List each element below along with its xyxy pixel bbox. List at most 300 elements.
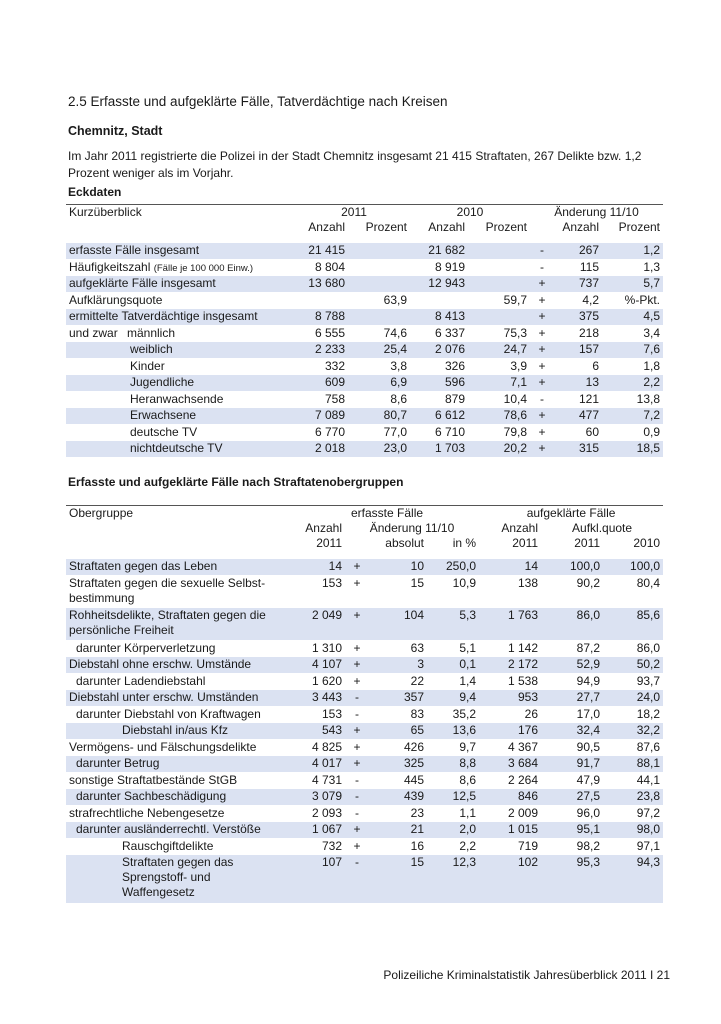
row-label — [66, 408, 298, 425]
quote-2011: 94,9 — [576, 674, 601, 688]
change-sign: - — [355, 806, 359, 820]
anzahl-2011: 2 018 — [298, 441, 348, 458]
change-anzahl: 477 — [554, 408, 602, 425]
change-sign: + — [345, 756, 369, 773]
change-sign: + — [538, 425, 546, 439]
anzahl-2011: 153 — [321, 707, 342, 721]
header-anzahl-aufgeklaert: Anzahl — [501, 521, 539, 535]
row-label: sonstige Straftatbestände StGB — [69, 773, 238, 787]
change-anzahl: 13 — [554, 375, 602, 392]
aufgeklaert-anzahl: 102 — [479, 855, 541, 904]
header-2011: 2011 — [316, 536, 342, 550]
change-sign: - — [345, 855, 369, 904]
prozent-2010: 59,7 — [503, 293, 528, 307]
table-row — [66, 342, 663, 359]
row-label-text: Häufigkeitszahl — [69, 260, 151, 274]
row-label — [66, 309, 298, 326]
row-label-text: aufgeklärte Fälle insgesamt — [69, 276, 216, 290]
row-label-text: Erwachsene — [130, 408, 197, 422]
prozent-2011: 6,9 — [348, 375, 410, 392]
anzahl-2011: 4 825 — [311, 740, 342, 754]
change-sign: - — [540, 392, 545, 406]
prozent-2010: 75,3 — [503, 326, 528, 340]
change-prozent: 1,4 — [459, 674, 477, 688]
change-prozent: 9,4 — [427, 690, 479, 707]
obergruppen-body — [66, 559, 663, 904]
table-row — [66, 789, 663, 806]
header-absolut: absolut — [385, 536, 424, 550]
table-row — [66, 309, 663, 326]
prozent-2010: 10,4 — [503, 392, 528, 406]
quote-2010: 88,1 — [603, 756, 663, 773]
quote-2010: 80,4 — [636, 576, 661, 590]
quote-2011: 17,0 — [576, 707, 601, 721]
quote-2010: 32,2 — [603, 723, 663, 740]
aufgeklaert-anzahl: 846 — [479, 789, 541, 806]
change-absolut: 325 — [369, 756, 427, 773]
anzahl-2011: 732 — [321, 839, 342, 853]
quote-2011: 32,4 — [541, 723, 603, 740]
table-row — [66, 359, 663, 376]
anzahl-2011: 1 067 — [295, 822, 345, 839]
header-anzahl-2010: Anzahl — [428, 220, 465, 234]
change-sign: + — [353, 740, 361, 754]
table-row — [66, 806, 663, 823]
table-row — [66, 425, 663, 442]
change-sign: + — [530, 441, 554, 458]
eckdaten-body — [66, 243, 663, 458]
aufgeklaert-anzahl: 1 538 — [508, 674, 539, 688]
change-sign: + — [353, 839, 361, 853]
eckdaten-table — [66, 204, 663, 458]
change-prozent: 1,3 — [643, 260, 661, 274]
prozent-2010 — [468, 309, 530, 326]
anzahl-2010: 326 — [444, 359, 465, 373]
quote-2011: 27,7 — [541, 690, 603, 707]
row-label — [66, 326, 298, 343]
header-prozent-2011: Prozent — [365, 220, 407, 234]
row-note: (Fälle je 100 000 Einw.) — [153, 263, 253, 274]
change-anzahl: 60 — [585, 425, 600, 439]
row-label: Vermögens- und Fälschungsdelikte — [69, 740, 257, 754]
quote-2011: 98,2 — [576, 839, 601, 853]
region-title: Chemnitz, Stadt — [68, 124, 163, 138]
anzahl-2011: 4 017 — [295, 756, 345, 773]
change-absolut: 65 — [369, 723, 427, 740]
prozent-2011: 80,7 — [348, 408, 410, 425]
prozent-2010: 7,1 — [468, 375, 530, 392]
table-row — [66, 822, 663, 839]
table-row — [66, 839, 663, 856]
row-label-text: deutsche TV — [130, 425, 198, 439]
header-anzahl: Anzahl — [305, 521, 342, 535]
change-sign: + — [538, 326, 546, 340]
header-aufgeklaerte-faelle: aufgeklärte Fälle — [526, 506, 616, 520]
table-row — [66, 773, 663, 790]
table-row — [66, 243, 663, 260]
row-label — [66, 425, 298, 442]
prozent-2011 — [348, 276, 410, 293]
change-prozent: 1,8 — [643, 359, 661, 373]
change-prozent: 18,5 — [602, 441, 663, 458]
change-anzahl: 6 — [592, 359, 600, 373]
table-row — [66, 641, 663, 658]
aufgeklaert-anzahl: 953 — [479, 690, 541, 707]
anzahl-2011: 2 093 — [311, 806, 342, 820]
prozent-2010: 79,8 — [503, 425, 528, 439]
change-sign: - — [530, 243, 554, 260]
change-prozent: 5,3 — [427, 608, 479, 641]
change-anzahl: 115 — [579, 260, 600, 274]
change-prozent: 9,7 — [459, 740, 477, 754]
change-prozent: 2,2 — [459, 839, 477, 853]
quote-2011: 91,7 — [541, 756, 603, 773]
prozent-2011: 77,0 — [383, 425, 407, 439]
change-absolut: 445 — [403, 773, 424, 787]
change-absolut: 16 — [410, 839, 424, 853]
prozent-2010 — [468, 276, 530, 293]
prozent-2011 — [348, 243, 410, 260]
change-anzahl: 267 — [554, 243, 602, 260]
row-label-text: Heranwachsende — [130, 392, 224, 406]
anzahl-2011: 332 — [324, 359, 345, 373]
quote-2011: 87,2 — [576, 641, 601, 655]
change-prozent: 2,0 — [427, 822, 479, 839]
anzahl-2010: 8 919 — [434, 260, 465, 274]
change-sign: + — [345, 608, 369, 641]
change-absolut: 21 — [369, 822, 427, 839]
row-label-text: männlich — [127, 326, 176, 340]
quote-2010: 24,0 — [603, 690, 663, 707]
anzahl-2011: 107 — [295, 855, 345, 904]
table-row — [66, 260, 663, 277]
header-aenderung: Änderung 11/10 — [369, 521, 455, 535]
table-row — [66, 740, 663, 757]
aufgeklaert-anzahl: 3 684 — [479, 756, 541, 773]
anzahl-2010: 6 337 — [434, 326, 465, 340]
row-label: Rohheitsdelikte, Straftaten gegen die persönliche Freiheit — [66, 608, 295, 641]
prozent-2011: 25,4 — [348, 342, 410, 359]
row-label: Straftaten gegen das Sprengstoff- und Waffengesetz — [66, 855, 295, 904]
table-row — [66, 576, 663, 609]
header-prozent-aend: Prozent — [618, 220, 661, 234]
aufgeklaert-anzahl: 138 — [518, 576, 539, 590]
change-sign: - — [345, 690, 369, 707]
row-label — [66, 243, 298, 260]
change-prozent: 8,6 — [459, 773, 477, 787]
change-absolut: 15 — [410, 576, 424, 590]
change-prozent: 7,2 — [602, 408, 663, 425]
row-label: Diebstahl unter erschw. Umständen — [66, 690, 295, 707]
row-label: Rauschgiftdelikte — [122, 839, 214, 853]
row-prefix: und zwar — [69, 326, 118, 340]
change-absolut: 83 — [410, 707, 424, 721]
aufgeklaert-anzahl: 1 142 — [508, 641, 539, 655]
header-gap — [66, 235, 663, 243]
anzahl-2011: 543 — [295, 723, 345, 740]
header-anzahl-aend: Anzahl — [562, 220, 600, 234]
aufgeklaert-anzahl: 4 367 — [508, 740, 539, 754]
change-sign: + — [538, 293, 546, 307]
change-sign: + — [353, 576, 361, 590]
row-label: Straftaten gegen die sexuelle Selbst-bestimmung — [69, 576, 266, 605]
row-label — [66, 260, 298, 277]
table-row — [66, 375, 663, 392]
row-label: darunter Ladendiebstahl — [76, 674, 206, 688]
quote-2010: 86,0 — [636, 641, 661, 655]
header-kurzueberblick: Kurzüberblick — [69, 205, 142, 219]
change-prozent: 4,5 — [602, 309, 663, 326]
row-label-text: Kinder — [130, 359, 165, 373]
anzahl-2010: 2 076 — [410, 342, 468, 359]
obergruppen-table — [66, 505, 663, 904]
row-label — [66, 276, 298, 293]
anzahl-2010 — [410, 293, 468, 310]
change-sign: + — [530, 309, 554, 326]
prozent-2011 — [348, 260, 410, 277]
change-sign: + — [530, 342, 554, 359]
anzahl-2010: 6 710 — [434, 425, 465, 439]
change-absolut: 104 — [369, 608, 427, 641]
change-prozent: 35,2 — [452, 707, 477, 721]
anzahl-2011: 6 770 — [314, 425, 345, 439]
change-sign: + — [530, 276, 554, 293]
prozent-2011: 8,6 — [390, 392, 407, 406]
change-prozent: 0,1 — [427, 657, 479, 674]
change-absolut: 15 — [369, 855, 427, 904]
change-absolut: 22 — [410, 674, 424, 688]
anzahl-2011: 6 555 — [314, 326, 345, 340]
table-row — [66, 441, 663, 458]
header-anzahl-2011: Anzahl — [308, 220, 345, 234]
anzahl-2010: 1 703 — [410, 441, 468, 458]
row-label: darunter ausländerrechtl. Verstöße — [66, 822, 295, 839]
header-aenderung: Änderung 11/10 — [554, 205, 639, 219]
table-row — [66, 674, 663, 691]
quote-2011: 52,9 — [541, 657, 603, 674]
prozent-2011: 23,0 — [348, 441, 410, 458]
row-label: Diebstahl in/aus Kfz — [66, 723, 295, 740]
row-label-text: nichtdeutsche TV — [130, 441, 223, 455]
row-label: Straftaten gegen das Leben — [66, 559, 295, 576]
prozent-2010: 24,7 — [468, 342, 530, 359]
quote-2011: 95,1 — [541, 822, 603, 839]
anzahl-2011: 758 — [324, 392, 345, 406]
change-sign: + — [345, 723, 369, 740]
header-blank — [66, 536, 295, 551]
change-prozent: 3,4 — [643, 326, 661, 340]
quote-2011: 86,0 — [541, 608, 603, 641]
aufgeklaert-anzahl: 26 — [524, 707, 539, 721]
change-absolut: 63 — [410, 641, 424, 655]
anzahl-2011: 2 233 — [298, 342, 348, 359]
anzahl-2011: 8 804 — [314, 260, 345, 274]
change-sign: - — [540, 260, 545, 274]
change-prozent: 13,8 — [636, 392, 661, 406]
change-anzahl: 157 — [554, 342, 602, 359]
row-label: strafrechtliche Nebengesetze — [69, 806, 225, 820]
row-label: Diebstahl ohne erschw. Umstände — [66, 657, 295, 674]
change-absolut: 439 — [369, 789, 427, 806]
quote-2011: 27,5 — [541, 789, 603, 806]
change-sign: - — [345, 789, 369, 806]
change-prozent: 1,1 — [459, 806, 477, 820]
change-absolut: 10 — [369, 559, 427, 576]
quote-2011: 47,9 — [576, 773, 601, 787]
row-label-text: Jugendliche — [130, 375, 195, 389]
quote-2010: 87,6 — [636, 740, 661, 754]
header-quote-2010: 2010 — [633, 536, 661, 550]
anzahl-2011: 1 310 — [311, 641, 342, 655]
table-row — [66, 707, 663, 724]
anzahl-2011: 14 — [295, 559, 345, 576]
obergruppen-title: Erfasste und aufgeklärte Fälle nach Straftatenobergruppen — [68, 475, 404, 489]
change-anzahl: 218 — [578, 326, 600, 340]
row-label — [66, 441, 298, 458]
header-blank — [66, 220, 298, 235]
row-label — [66, 293, 298, 310]
change-prozent: 5,1 — [459, 641, 477, 655]
table-row — [66, 855, 663, 904]
row-label — [66, 392, 298, 409]
table-row — [66, 326, 663, 343]
quote-2010: 93,7 — [636, 674, 661, 688]
anzahl-2011: 1 620 — [311, 674, 342, 688]
anzahl-2010: 596 — [410, 375, 468, 392]
aufgeklaert-anzahl: 1 763 — [479, 608, 541, 641]
intro-paragraph: Im Jahr 2011 registrierte die Polizei in der Stadt Chemnitz insgesamt 21 415 Straftaten, 267 Delikte bzw. 1,2 Prozent weniger als im Vorjahr. — [68, 149, 642, 180]
anzahl-2011: 8 788 — [298, 309, 348, 326]
change-absolut: 357 — [369, 690, 427, 707]
table-row — [66, 392, 663, 409]
row-label: darunter Diebstahl von Kraftwagen — [76, 707, 261, 721]
row-label-text: erfasste Fälle insgesamt — [69, 243, 200, 257]
quote-2011: 95,3 — [541, 855, 603, 904]
table-row — [66, 690, 663, 707]
anzahl-2011: 4 107 — [295, 657, 345, 674]
anzahl-2011: 3 443 — [295, 690, 345, 707]
change-absolut: 23 — [410, 806, 424, 820]
change-sign: + — [538, 359, 546, 373]
table-row — [66, 608, 663, 641]
prozent-2011: 63,9 — [383, 293, 407, 307]
change-sign: + — [530, 408, 554, 425]
quote-2010: 85,6 — [603, 608, 663, 641]
header-2011-aufgeklaert: 2011 — [512, 536, 539, 550]
prozent-2010: 20,2 — [468, 441, 530, 458]
quote-2010: 97,2 — [636, 806, 661, 820]
header-blank — [66, 521, 295, 536]
row-label: darunter Sachbeschädigung — [66, 789, 295, 806]
anzahl-2011: 7 089 — [298, 408, 348, 425]
table-row — [66, 657, 663, 674]
change-sign: + — [353, 641, 361, 655]
anzahl-2011: 3 079 — [295, 789, 345, 806]
page-footer: Polizeiliche Kriminalstatistik Jahresüberblick 2011 I 21 — [383, 968, 670, 982]
quote-2010: 44,1 — [636, 773, 661, 787]
change-sign: + — [530, 375, 554, 392]
anzahl-2011: 13 680 — [298, 276, 348, 293]
anzahl-2010: 8 413 — [410, 309, 468, 326]
aufgeklaert-anzahl: 2 264 — [508, 773, 539, 787]
change-prozent: %-Pkt. — [624, 293, 661, 307]
prozent-2010 — [468, 243, 530, 260]
quote-2011: 90,5 — [576, 740, 601, 754]
header-in-prozent: in % — [452, 536, 477, 550]
header-sign — [345, 536, 369, 551]
anzahl-2010: 21 682 — [410, 243, 468, 260]
row-label-text: weiblich — [130, 342, 173, 356]
change-absolut: 3 — [369, 657, 427, 674]
row-label-text: ermittelte Tatverdächtige insgesamt — [69, 309, 258, 323]
table-row — [66, 408, 663, 425]
quote-2010: 100,0 — [603, 559, 663, 576]
header-sign — [530, 220, 554, 235]
change-prozent: 7,6 — [602, 342, 663, 359]
row-label: darunter Betrug — [66, 756, 295, 773]
change-prozent: 10,9 — [452, 576, 477, 590]
change-prozent: 5,7 — [602, 276, 663, 293]
prozent-2010 — [468, 260, 530, 277]
row-label — [66, 375, 298, 392]
anzahl-2011: 2 049 — [295, 608, 345, 641]
quote-2010: 98,0 — [603, 822, 663, 839]
aufgeklaert-anzahl: 14 — [479, 559, 541, 576]
table-row — [66, 723, 663, 740]
row-label — [66, 342, 298, 359]
change-sign: - — [355, 707, 359, 721]
header-2010: 2010 — [456, 205, 484, 219]
header-obergruppe: Obergruppe — [69, 506, 134, 520]
header-prozent-2010: Prozent — [485, 220, 528, 234]
table-row — [66, 756, 663, 773]
aufgeklaert-anzahl: 2 172 — [479, 657, 541, 674]
quote-2011: 100,0 — [541, 559, 603, 576]
change-prozent: 13,6 — [427, 723, 479, 740]
change-anzahl: 375 — [554, 309, 602, 326]
anzahl-2010: 879 — [444, 392, 465, 406]
prozent-2011: 3,8 — [390, 359, 407, 373]
eckdaten-title: Eckdaten — [68, 185, 122, 199]
change-sign: + — [345, 822, 369, 839]
header-erfasste-faelle: erfasste Fälle — [351, 506, 424, 520]
header-quote-2011: 2011 — [574, 536, 601, 550]
prozent-2011: 74,6 — [383, 326, 407, 340]
change-sign: + — [353, 674, 361, 688]
table-row — [66, 559, 663, 576]
change-prozent: 1,2 — [602, 243, 663, 260]
anzahl-2010: 12 943 — [410, 276, 468, 293]
row-label-text: Aufklärungsquote — [69, 293, 163, 307]
header-gap — [66, 551, 663, 559]
header-2011: 2011 — [341, 205, 367, 219]
change-anzahl: 315 — [554, 441, 602, 458]
quote-2011: 96,0 — [576, 806, 601, 820]
prozent-2011 — [348, 309, 410, 326]
change-prozent: 8,8 — [427, 756, 479, 773]
anzahl-2011: 609 — [298, 375, 348, 392]
change-anzahl: 737 — [554, 276, 602, 293]
quote-2010: 23,8 — [603, 789, 663, 806]
aufgeklaert-anzahl: 176 — [479, 723, 541, 740]
quote-2010: 94,3 — [603, 855, 663, 904]
change-prozent: 250,0 — [427, 559, 479, 576]
section-heading: 2.5 Erfasste und aufgeklärte Fälle, Tatverdächtige nach Kreisen — [68, 94, 448, 109]
change-anzahl: 121 — [578, 392, 600, 406]
change-sign: + — [345, 559, 369, 576]
prozent-2010: 78,6 — [468, 408, 530, 425]
change-prozent: 12,3 — [427, 855, 479, 904]
